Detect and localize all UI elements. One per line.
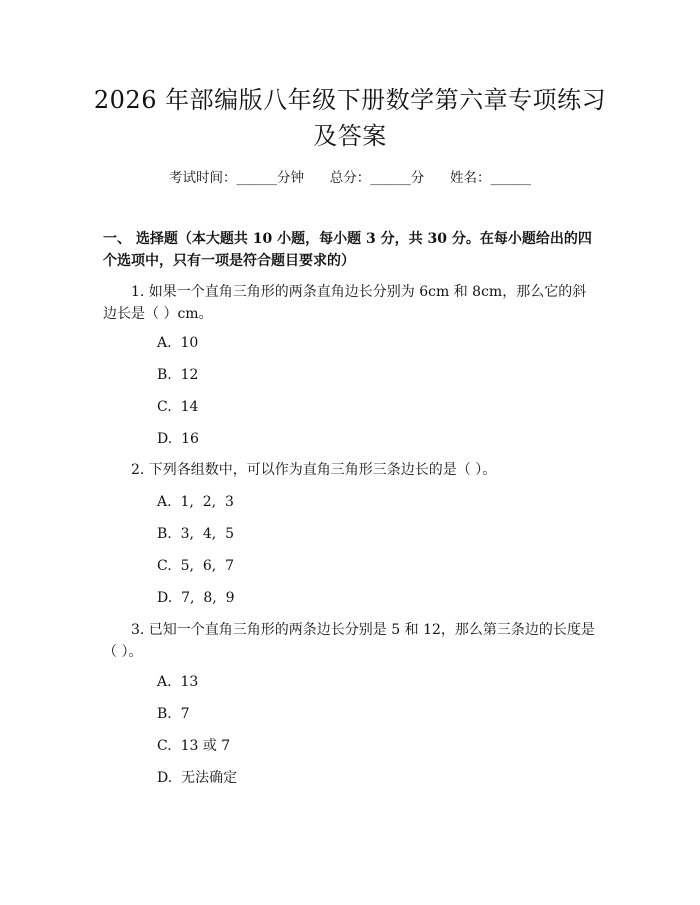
question-3-option-b: B. 7 bbox=[157, 706, 190, 722]
question-3-option-d: D. 无法确定 bbox=[157, 770, 238, 786]
question-2-option-c: C. 5, 6, 7 bbox=[157, 558, 234, 574]
question-1-option-c: C. 14 bbox=[157, 399, 199, 415]
question-1-option-d: D. 16 bbox=[157, 431, 199, 447]
question-3: 3. 已知一个直角三角形的两条边长分别是 5 和 12，那么第三条边的长度是（ ）。 bbox=[103, 622, 595, 660]
question-2-option-b: B. 3, 4, 5 bbox=[157, 526, 235, 542]
question-1-option-a: A. 10 bbox=[157, 335, 199, 351]
section-heading: 一、 选择题（本大题共 10 小题，每小题 3 分，共 30 分。在每小题给出的四个选项中，只有一项是符合题目要求的） bbox=[103, 231, 592, 269]
question-1-option-b: B. 12 bbox=[157, 367, 199, 383]
question-1: 1. 如果一个直角三角形的两条直角边长分别为 6cm 和 8cm，那么它的斜边长是（ ）cm。 bbox=[103, 284, 587, 322]
question-3-option-c: C. 13 或 7 bbox=[157, 738, 231, 754]
question-2-option-a: A. 1, 2, 3 bbox=[157, 494, 234, 510]
exam-info-line: 考试时间：______分钟 总分：______分 姓名：______ bbox=[169, 170, 531, 186]
document-title: 2026 年部编版八年级下册数学第六章专项练习及答案 bbox=[93, 86, 607, 150]
question-3-option-a: A. 13 bbox=[157, 674, 199, 690]
question-2-option-d: D. 7, 8, 9 bbox=[157, 590, 235, 606]
question-2: 2. 下列各组数中，可以作为直角三角形三条边长的是（ ）。 bbox=[131, 462, 497, 478]
